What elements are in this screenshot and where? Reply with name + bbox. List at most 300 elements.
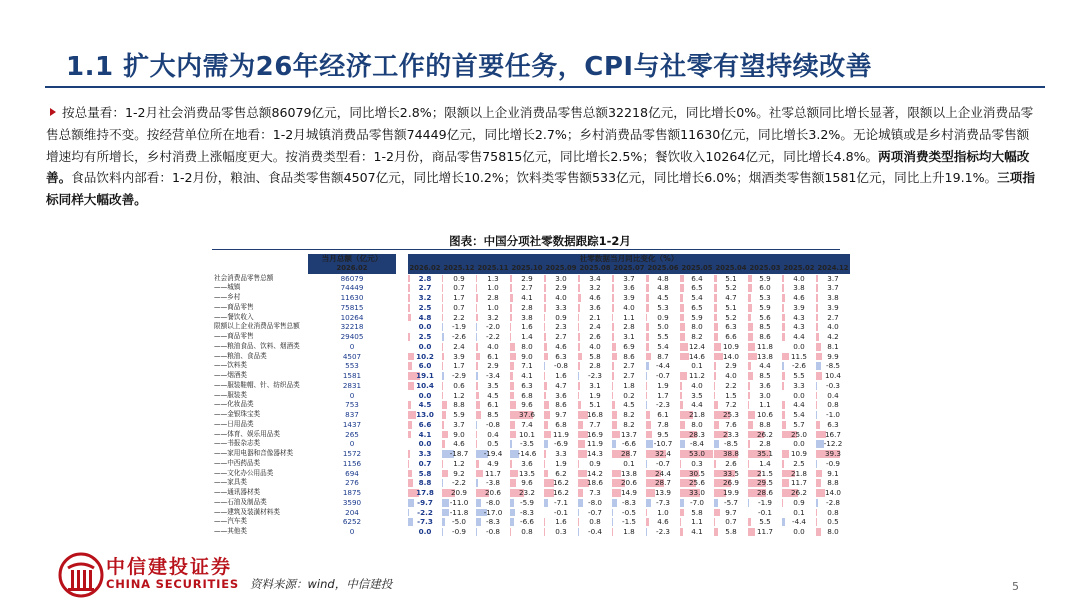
yoy-value: -17.0: [483, 507, 503, 517]
yoy-bar: [680, 353, 689, 361]
yoy-value: -0.8: [485, 527, 501, 536]
yoy-bar: [476, 323, 477, 331]
yoy-cell: [680, 332, 714, 342]
yoy-cell: [544, 449, 578, 459]
yoy-value: 4.0: [487, 341, 499, 351]
yoy-value: 8.2: [623, 419, 635, 429]
yoy-value: 6.6: [725, 332, 737, 341]
yoy-bar: [578, 294, 581, 302]
yoy-value: -2.2: [485, 332, 501, 341]
yoy-cell: [782, 508, 816, 518]
yoy-value: 35.1: [756, 449, 773, 458]
yoy-value: 16.7: [824, 429, 841, 439]
yoy-value: 1.6: [555, 517, 567, 527]
yoy-bar: [714, 323, 718, 331]
row-gap: [396, 332, 408, 342]
yoy-cell: [782, 293, 816, 303]
row-total: 1875: [342, 488, 362, 497]
yoy-cell: [612, 508, 646, 518]
yoy-bar: [612, 382, 613, 390]
yoy-cell: [680, 342, 714, 352]
yoy-value: -0.9: [825, 458, 841, 468]
yoy-cell: [680, 322, 714, 332]
yoy-value: -0.7: [587, 507, 603, 517]
yoy-value: 5.8: [589, 351, 601, 361]
yoy-value: 38.8: [722, 449, 739, 458]
yoy-value: 4.5: [657, 293, 669, 302]
yoy-cell: [646, 322, 680, 332]
paragraph-highlight-2: 三项指标同样大幅改善。: [46, 170, 1035, 208]
yoy-bar: [782, 304, 784, 312]
yoy-cell: [782, 498, 816, 508]
yoy-cell: [510, 283, 544, 293]
yoy-value: 3.6: [521, 458, 533, 468]
yoy-cell: [476, 449, 510, 459]
yoy-value: 3.7: [453, 419, 465, 429]
yoy-value: 0.7: [453, 302, 465, 312]
yoy-cell: [816, 478, 850, 488]
yoy-cell: [408, 498, 442, 508]
yoy-cell: [578, 391, 612, 401]
yoy-value: 0.5: [827, 517, 839, 527]
paragraph-highlight-1: 两项消费类型指标均大幅改善。: [46, 148, 1030, 186]
yoy-cell: [816, 498, 850, 508]
yoy-bar: [646, 509, 647, 517]
yoy-value: 17.8: [416, 488, 434, 497]
yoy-cell: [714, 274, 748, 284]
yoy-cell: [748, 361, 782, 371]
row-label: ——其他类: [214, 527, 247, 535]
yoy-cell: [544, 508, 578, 518]
yoy-value: 23.2: [518, 488, 535, 497]
yoy-cell: [646, 410, 680, 420]
yoy-bar: [442, 518, 445, 526]
yoy-value: -0.8: [553, 361, 569, 371]
yoy-bar: [714, 314, 717, 322]
paragraph-text-1: 按总量看：1-2月社会消费品零售总额86079亿元，同比增长2.8%；限额以上企业消费品零售总额32218亿元，同比增长0%。社零总额同比增长显著，限额以上企业消费品零售总额维持不变。按经营单位所在地看：1-2月城镇消费品零售额74449亿元，同比增长2.7%；乡村消费品零售额11630亿元，同比增长3.2%。无论城镇或是乡村消费品零售额增速均有所增长，乡村消费上涨幅度更大。按消费类型看：1-2月份，商品零售75815亿元，同比增长2.5%；餐饮收入10264亿元，同比增长4.8%。: [46, 105, 1034, 164]
yoy-cell: [510, 527, 544, 537]
row-label: ——粮油食品、饮料、烟酒类: [214, 341, 300, 350]
yoy-cell: [816, 293, 850, 303]
yoy-bar: [510, 333, 511, 341]
yoy-cell: [510, 400, 544, 410]
yoy-value: 16.8: [586, 410, 603, 419]
yoy-bar: [408, 362, 412, 370]
yoy-bar: [646, 528, 647, 536]
yoy-value: -19.4: [483, 449, 503, 458]
yoy-cell: [476, 391, 510, 401]
yoy-value: 10.9: [790, 449, 807, 458]
yoy-cell: [510, 459, 544, 469]
yoy-cell: [408, 459, 442, 469]
yoy-bar: [510, 314, 512, 322]
yoy-cell: [646, 420, 680, 430]
yoy-bar: [510, 294, 513, 302]
yoy-cell: [408, 303, 442, 313]
yoy-cell: [680, 478, 714, 488]
yoy-cell: [442, 303, 476, 313]
yoy-value: -1.5: [621, 517, 637, 527]
yoy-value: 1.9: [555, 458, 567, 468]
yoy-cell: [680, 371, 714, 381]
yoy-bar: [510, 284, 512, 292]
table-row: [212, 352, 850, 362]
yoy-value: -10.7: [653, 439, 673, 449]
yoy-value: 28.6: [756, 488, 773, 497]
yoy-value: 5.3: [759, 293, 771, 302]
row-gap: [396, 400, 408, 410]
yoy-value: 14.2: [586, 468, 603, 478]
yoy-value: 53.0: [688, 449, 705, 458]
row-total: 0: [349, 390, 355, 400]
yoy-cell: [612, 371, 646, 381]
yoy-value: 6.8: [555, 419, 567, 429]
yoy-value: -6.9: [553, 439, 569, 449]
yoy-cell: [646, 508, 680, 518]
yoy-cell: [612, 274, 646, 284]
yoy-cell: [714, 527, 748, 537]
yoy-cell: [816, 313, 850, 323]
yoy-cell: [578, 478, 612, 488]
yoy-value: 5.4: [657, 341, 669, 351]
yoy-cell: [408, 313, 442, 323]
yoy-value: 11.2: [688, 371, 705, 380]
yoy-cell: [510, 508, 544, 518]
yoy-cell: [646, 517, 680, 527]
yoy-cell: [442, 381, 476, 391]
yoy-cell: [476, 508, 510, 518]
yoy-bar: [612, 518, 613, 526]
header-total-label: 当月总额（亿元）: [308, 254, 396, 264]
yoy-value: 5.8: [725, 527, 737, 536]
yoy-bar: [612, 294, 614, 302]
yoy-value: -0.1: [553, 507, 569, 517]
yoy-cell: [646, 498, 680, 508]
yoy-cell: [578, 508, 612, 518]
yoy-value: 8.5: [487, 410, 499, 419]
title-underline: [45, 86, 1045, 88]
row-label: ——体育、娱乐用品类: [214, 429, 280, 438]
yoy-value: 6.1: [487, 351, 499, 361]
yoy-value: -8.5: [825, 361, 841, 371]
row-label: ——家用电器和音像器材类: [214, 449, 294, 457]
yoy-bar: [680, 372, 687, 380]
row-total: 2831: [342, 380, 362, 390]
row-gap: [396, 420, 408, 430]
yoy-value: 0.9: [453, 273, 465, 283]
yoy-bar: [612, 470, 621, 478]
yoy-value: 0.4: [487, 429, 499, 439]
yoy-cell: [476, 322, 510, 332]
table-row: [212, 371, 850, 381]
yoy-bar: [612, 275, 614, 283]
yoy-bar: [782, 382, 784, 390]
yoy-bar: [578, 450, 587, 458]
yoy-cell: [680, 517, 714, 527]
yoy-value: 7.6: [725, 419, 737, 429]
yoy-value: 3.4: [589, 273, 601, 283]
yoy-bar: [612, 333, 614, 341]
yoy-cell: [442, 410, 476, 420]
table-row: [212, 283, 850, 293]
yoy-cell: [646, 371, 680, 381]
yoy-cell: [612, 517, 646, 527]
yoy-cell: [714, 361, 748, 371]
yoy-cell: [544, 459, 578, 469]
yoy-bar: [544, 314, 545, 322]
yoy-value: 4.0: [589, 341, 601, 351]
yoy-bar: [680, 421, 685, 429]
row-label: ——日用品类: [214, 419, 254, 428]
yoy-bar: [408, 314, 411, 322]
yoy-bar: [816, 489, 825, 497]
yoy-cell: [544, 488, 578, 498]
yoy-bar: [476, 460, 479, 468]
yoy-bar: [748, 333, 753, 341]
yoy-cell: [646, 478, 680, 488]
yoy-bar: [680, 382, 682, 390]
yoy-cell: [782, 303, 816, 313]
yoy-value: -0.5: [621, 507, 637, 517]
yoy-value: 3.1: [589, 380, 601, 390]
yoy-bar: [646, 518, 649, 526]
yoy-value: -8.3: [621, 497, 637, 507]
yoy-cell: [544, 371, 578, 381]
yoy-bar: [408, 479, 413, 487]
yoy-value: 4.0: [555, 293, 567, 302]
yoy-cell: [714, 410, 748, 420]
yoy-cell: [816, 420, 850, 430]
yoy-value: -4.4: [791, 517, 807, 527]
yoy-value: -8.5: [723, 439, 739, 449]
yoy-bar: [544, 411, 550, 419]
yoy-value: 0.7: [725, 517, 737, 527]
yoy-cell: [782, 469, 816, 479]
table-row: [212, 361, 850, 371]
yoy-bar: [646, 431, 652, 439]
yoy-value: 1.0: [487, 283, 499, 293]
yoy-value: 3.9: [827, 302, 839, 312]
yoy-value: 3.1: [623, 332, 635, 341]
yoy-bar: [680, 343, 688, 351]
yoy-value: 1.4: [521, 332, 533, 341]
yoy-bar: [442, 353, 444, 361]
yoy-bar: [714, 421, 719, 429]
yoy-bar: [782, 421, 786, 429]
yoy-cell: [782, 478, 816, 488]
yoy-bar: [646, 343, 649, 351]
yoy-cell: [510, 303, 544, 313]
total-month: 2026.02: [308, 264, 396, 274]
row-label: ——商品零售: [214, 332, 254, 340]
yoy-cell: [408, 478, 442, 488]
figure-title-rule: [212, 249, 840, 250]
yoy-cell: [442, 517, 476, 527]
row-total: 0: [349, 527, 355, 536]
yoy-value: 9.2: [453, 468, 465, 478]
yoy-value: 25.3: [722, 410, 739, 419]
yoy-cell: [646, 400, 680, 410]
yoy-value: 26.2: [790, 488, 807, 497]
yoy-value: 11.5: [790, 351, 807, 361]
yoy-value: 5.3: [657, 302, 669, 312]
row-gap: [396, 478, 408, 488]
row-gap: [396, 508, 408, 518]
yoy-cell: [510, 478, 544, 488]
yoy-bar: [578, 421, 583, 429]
yoy-bar: [510, 499, 514, 507]
yoy-cell: [612, 361, 646, 371]
yoy-cell: [782, 420, 816, 430]
yoy-bar: [476, 294, 478, 302]
table-row: [212, 274, 850, 284]
yoy-value: 4.6: [793, 293, 805, 302]
yoy-bar: [442, 470, 448, 478]
yoy-value: 6.9: [623, 341, 635, 351]
yoy-cell: [442, 322, 476, 332]
row-gap: [396, 313, 408, 323]
yoy-value: 7.4: [521, 419, 533, 429]
yoy-bar: [782, 333, 785, 341]
yoy-bar: [578, 372, 579, 380]
yoy-bar: [476, 362, 478, 370]
yoy-value: 4.8: [657, 273, 669, 283]
yoy-bar: [578, 275, 580, 283]
yoy-cell: [714, 420, 748, 430]
row-gap: [396, 410, 408, 420]
yoy-cell: [442, 313, 476, 323]
yoy-value: 9.7: [725, 507, 737, 517]
yoy-value: -1.0: [825, 410, 841, 419]
yoy-bar: [680, 528, 683, 536]
yoy-bar: [646, 323, 649, 331]
yoy-value: 8.8: [453, 400, 465, 410]
yoy-bar: [748, 372, 753, 380]
yoy-value: 5.9: [759, 273, 771, 283]
yoy-value: 0.8: [521, 527, 533, 536]
yoy-bar: [748, 304, 752, 312]
yoy-bar: [612, 323, 614, 331]
row-gap: [396, 488, 408, 498]
yoy-bar: [680, 275, 684, 283]
yoy-cell: [714, 313, 748, 323]
row-total: 86079: [340, 273, 364, 283]
yoy-bar: [714, 382, 715, 390]
yoy-value: 3.9: [793, 302, 805, 312]
yoy-cell: [442, 459, 476, 469]
yoy-value: 6.1: [487, 400, 499, 410]
row-label: ——金银珠宝类: [214, 410, 261, 418]
yoy-value: 3.7: [623, 273, 635, 283]
yoy-cell: [578, 469, 612, 479]
yoy-cell: [748, 283, 782, 293]
yoy-bar: [714, 362, 716, 370]
month-header: 2025.12: [443, 263, 475, 272]
yoy-cell: [544, 361, 578, 371]
yoy-value: 30.5: [688, 468, 705, 478]
yoy-value: 6.3: [827, 419, 839, 429]
yoy-value: 6.5: [691, 302, 703, 312]
yoy-value: 0.7: [418, 458, 432, 468]
row-gap: [396, 293, 408, 303]
yoy-bar: [748, 353, 757, 361]
yoy-bar: [442, 401, 447, 409]
yoy-bar: [442, 440, 445, 448]
yoy-cell: [612, 313, 646, 323]
yoy-cell: [680, 498, 714, 508]
yoy-cell: [544, 400, 578, 410]
yoy-bar: [510, 479, 516, 487]
yoy-cell: [714, 430, 748, 440]
table-row: [212, 293, 850, 303]
yoy-cell: [408, 371, 442, 381]
yoy-cell: [748, 313, 782, 323]
yoy-value: 3.7: [827, 273, 839, 283]
yoy-bar: [816, 460, 817, 468]
row-gap: [396, 527, 408, 537]
yoy-bar: [748, 421, 753, 429]
yoy-value: 2.9: [725, 361, 737, 371]
yoy-cell: [408, 449, 442, 459]
row-gap: [396, 274, 408, 284]
yoy-cell: [544, 517, 578, 527]
yoy-cell: [578, 410, 612, 420]
yoy-value: 2.7: [418, 283, 432, 293]
header-blank: [212, 254, 308, 264]
yoy-value: 8.6: [555, 400, 567, 410]
yoy-bar: [578, 401, 581, 409]
yoy-cell: [476, 420, 510, 430]
yoy-value: 11.7: [756, 527, 773, 536]
yoy-bar: [408, 411, 416, 419]
yoy-value: -2.0: [485, 322, 501, 332]
yoy-bar: [442, 411, 446, 419]
row-gap: [396, 352, 408, 362]
yoy-bar: [408, 450, 410, 458]
yoy-bar: [714, 499, 718, 507]
yoy-bar: [748, 343, 755, 351]
yoy-bar: [578, 470, 587, 478]
yoy-value: 5.7: [793, 419, 805, 429]
yoy-cell: [714, 293, 748, 303]
yoy-value: 3.0: [555, 273, 567, 283]
yoy-cell: [544, 352, 578, 362]
yoy-value: 7.1: [521, 361, 533, 371]
yoy-cell: [612, 283, 646, 293]
yoy-bar: [612, 431, 620, 439]
row-gap: [396, 498, 408, 508]
yoy-cell: [816, 488, 850, 498]
yoy-value: 1.8: [623, 527, 635, 536]
yoy-bar: [544, 333, 546, 341]
yoy-cell: [816, 371, 850, 381]
yoy-cell: [510, 381, 544, 391]
yoy-bar: [544, 294, 546, 302]
yoy-cell: [714, 508, 748, 518]
yoy-cell: [612, 410, 646, 420]
yoy-value: 23.3: [722, 429, 739, 439]
yoy-value: -0.4: [587, 527, 603, 536]
yoy-cell: [748, 342, 782, 352]
row-label: ——餐饮收入: [214, 312, 254, 321]
yoy-value: 0.0: [418, 439, 432, 449]
yoy-bar: [510, 431, 516, 439]
yoy-bar: [408, 284, 410, 292]
yoy-bar: [646, 314, 647, 322]
yoy-bar: [612, 411, 617, 419]
summary-paragraph: [46, 102, 1036, 211]
yoy-value: 7.2: [725, 400, 737, 410]
